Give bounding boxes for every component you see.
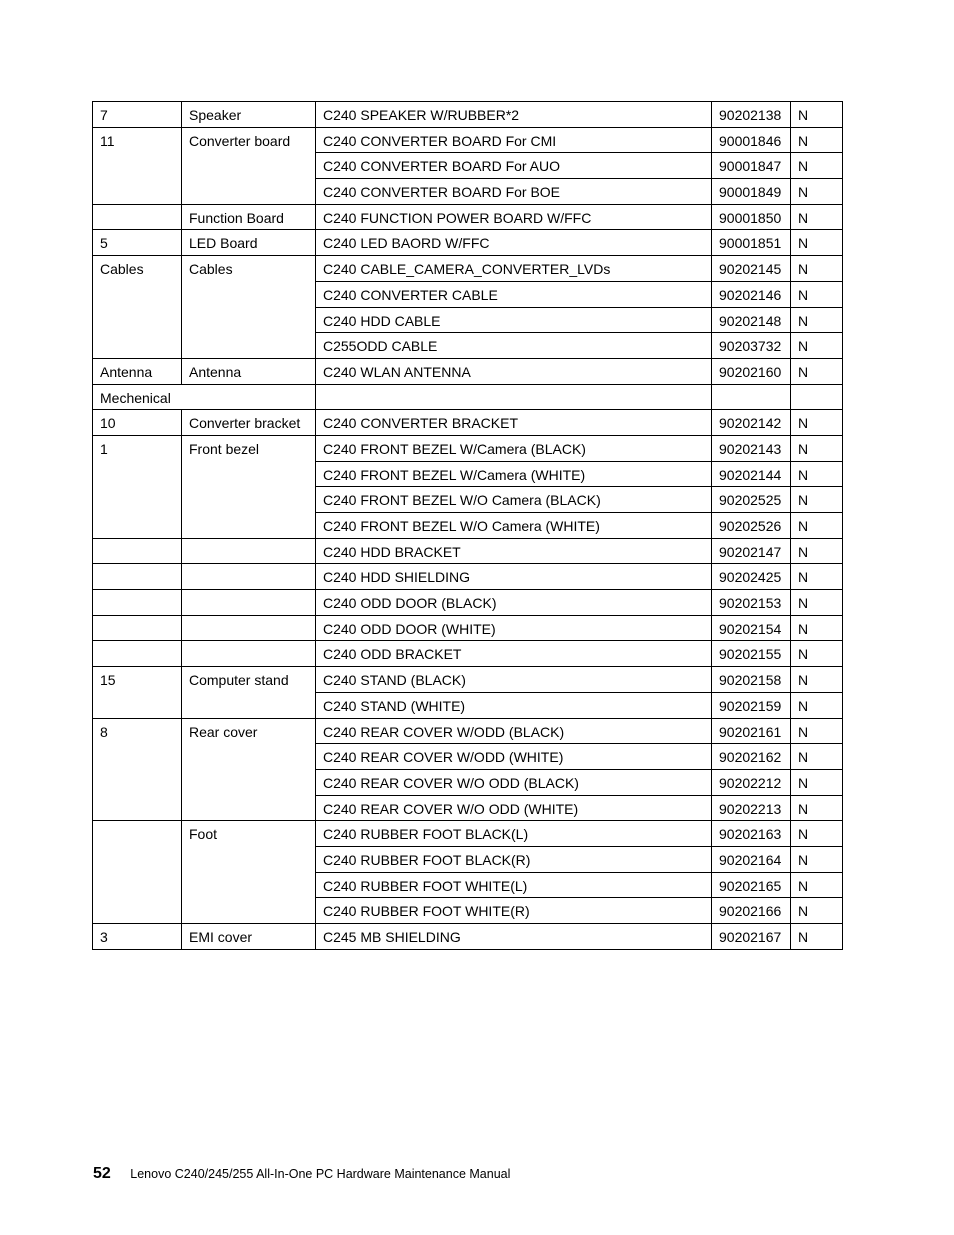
ce-cell: N (791, 590, 843, 616)
fru-name-cell: Antenna (182, 358, 316, 384)
description-cell: C240 FUNCTION POWER BOARD W/FFC (316, 204, 712, 230)
part-number-cell: 90202153 (712, 590, 791, 616)
part-number-cell: 90202166 (712, 898, 791, 924)
ce-cell: N (791, 795, 843, 821)
ce-cell: N (791, 846, 843, 872)
fru-name-cell: Converter board (182, 127, 316, 204)
fru-name-cell: Foot (182, 821, 316, 924)
ce-cell: N (791, 924, 843, 950)
part-number-cell: 90202526 (712, 513, 791, 539)
ce-cell: N (791, 538, 843, 564)
ce-cell: N (791, 410, 843, 436)
table-row (93, 230, 843, 256)
ce-cell: N (791, 435, 843, 461)
ce-cell: N (791, 821, 843, 847)
parts-table (92, 101, 843, 950)
ce-cell: N (791, 358, 843, 384)
table-row (93, 127, 843, 153)
ce-cell: N (791, 487, 843, 513)
fru-name-cell (182, 538, 316, 564)
fru-name-cell: LED Board (182, 230, 316, 256)
table-row (93, 590, 843, 616)
ref-cell: 8 (93, 718, 182, 821)
ref-cell (93, 615, 182, 641)
fru-name-cell: EMI cover (182, 924, 316, 950)
description-cell: C240 RUBBER FOOT WHITE(R) (316, 898, 712, 924)
ref-cell (93, 821, 182, 924)
table-row (93, 718, 843, 744)
part-number-cell: 90202147 (712, 538, 791, 564)
ce-cell: N (791, 333, 843, 359)
ref-cell: 11 (93, 127, 182, 204)
ce-cell: N (791, 461, 843, 487)
fru-name-cell: Front bezel (182, 435, 316, 538)
fru-name-cell: Converter bracket (182, 410, 316, 436)
ref-cell: 5 (93, 230, 182, 256)
ref-cell: Cables (93, 256, 182, 359)
ref-cell: 3 (93, 924, 182, 950)
table-row (93, 410, 843, 436)
ce-cell: N (791, 513, 843, 539)
part-number-cell: 90202142 (712, 410, 791, 436)
fru-name-cell (182, 641, 316, 667)
description-cell: C240 RUBBER FOOT BLACK(L) (316, 821, 712, 847)
table-row (93, 538, 843, 564)
ref-cell: 1 (93, 435, 182, 538)
ce-cell: N (791, 230, 843, 256)
table-row (93, 256, 843, 282)
manual-title: Lenovo C240/245/255 All-In-One PC Hardware Maintenance Manual (130, 1167, 511, 1181)
part-number-cell: 90202145 (712, 256, 791, 282)
ce-cell: N (791, 872, 843, 898)
description-cell: C240 RUBBER FOOT BLACK(R) (316, 846, 712, 872)
ref-cell (93, 641, 182, 667)
description-cell: C240 RUBBER FOOT WHITE(L) (316, 872, 712, 898)
part-number-cell: 90202155 (712, 641, 791, 667)
part-number-cell: 90202213 (712, 795, 791, 821)
description-cell: C240 CABLE_CAMERA_CONVERTER_LVDs (316, 256, 712, 282)
description-cell: C240 FRONT BEZEL W/O Camera (BLACK) (316, 487, 712, 513)
ce-cell: N (791, 641, 843, 667)
ref-cell: 10 (93, 410, 182, 436)
ref-cell: Mechenical (93, 384, 316, 410)
ce-cell: N (791, 769, 843, 795)
fru-name-cell: Speaker (182, 102, 316, 128)
part-number-cell: 90202158 (712, 667, 791, 693)
ce-cell: N (791, 718, 843, 744)
part-number-cell: 90202165 (712, 872, 791, 898)
part-number-cell: 90202138 (712, 102, 791, 128)
part-number-cell (712, 384, 791, 410)
part-number-cell: 90202154 (712, 615, 791, 641)
fru-name-cell: Rear cover (182, 718, 316, 821)
description-cell: C240 ODD BRACKET (316, 641, 712, 667)
description-cell: C240 REAR COVER W/O ODD (WHITE) (316, 795, 712, 821)
description-cell: C240 CONVERTER BOARD For BOE (316, 179, 712, 205)
description-cell: C240 HDD CABLE (316, 307, 712, 333)
page-footer (93, 1165, 510, 1183)
part-number-cell: 90202144 (712, 461, 791, 487)
part-number-cell: 90202163 (712, 821, 791, 847)
table-row (93, 204, 843, 230)
ref-cell (93, 538, 182, 564)
description-cell: C240 HDD SHIELDING (316, 564, 712, 590)
description-cell: C240 HDD BRACKET (316, 538, 712, 564)
ref-cell: 7 (93, 102, 182, 128)
ref-cell (93, 564, 182, 590)
part-number-cell: 90202146 (712, 281, 791, 307)
ce-cell: N (791, 153, 843, 179)
ce-cell: N (791, 256, 843, 282)
part-number-cell: 90001851 (712, 230, 791, 256)
description-cell: C240 REAR COVER W/O ODD (BLACK) (316, 769, 712, 795)
description-cell: C240 FRONT BEZEL W/Camera (BLACK) (316, 435, 712, 461)
part-number-cell: 90001850 (712, 204, 791, 230)
fru-name-cell (182, 590, 316, 616)
ce-cell: N (791, 564, 843, 590)
description-cell: C240 CONVERTER BRACKET (316, 410, 712, 436)
ce-cell: N (791, 307, 843, 333)
ref-cell: Antenna (93, 358, 182, 384)
fru-name-cell: Cables (182, 256, 316, 359)
table-row (93, 564, 843, 590)
table-row (93, 924, 843, 950)
part-number-cell: 90202161 (712, 718, 791, 744)
part-number-cell: 90202159 (712, 692, 791, 718)
description-cell: C240 REAR COVER W/ODD (BLACK) (316, 718, 712, 744)
table-row (93, 384, 843, 410)
fru-name-cell: Computer stand (182, 667, 316, 718)
part-number-cell: 90001849 (712, 179, 791, 205)
ce-cell: N (791, 692, 843, 718)
ce-cell: N (791, 204, 843, 230)
part-number-cell: 90001846 (712, 127, 791, 153)
description-cell: C240 STAND (BLACK) (316, 667, 712, 693)
description-cell: C240 FRONT BEZEL W/O Camera (WHITE) (316, 513, 712, 539)
part-number-cell: 90202525 (712, 487, 791, 513)
table-row (93, 641, 843, 667)
description-cell: C240 CONVERTER CABLE (316, 281, 712, 307)
description-cell: C240 CONVERTER BOARD For AUO (316, 153, 712, 179)
table-row (93, 667, 843, 693)
ref-cell (93, 590, 182, 616)
fru-name-cell (182, 564, 316, 590)
table-row (93, 358, 843, 384)
description-cell: C240 STAND (WHITE) (316, 692, 712, 718)
table-row (93, 821, 843, 847)
fru-name-cell: Function Board (182, 204, 316, 230)
ce-cell: N (791, 281, 843, 307)
part-number-cell: 90202164 (712, 846, 791, 872)
part-number-cell: 90203732 (712, 333, 791, 359)
ce-cell: N (791, 744, 843, 770)
description-cell: C240 ODD DOOR (WHITE) (316, 615, 712, 641)
description-cell: C240 FRONT BEZEL W/Camera (WHITE) (316, 461, 712, 487)
description-cell: C240 CONVERTER BOARD For CMI (316, 127, 712, 153)
part-number-cell: 90202425 (712, 564, 791, 590)
description-cell: C255ODD CABLE (316, 333, 712, 359)
ce-cell: N (791, 179, 843, 205)
table-row (93, 615, 843, 641)
table-row (93, 102, 843, 128)
page-number: 52 (93, 1165, 111, 1182)
description-cell: C240 SPEAKER W/RUBBER*2 (316, 102, 712, 128)
ref-cell: 15 (93, 667, 182, 718)
part-number-cell: 90202162 (712, 744, 791, 770)
description-cell: C240 REAR COVER W/ODD (WHITE) (316, 744, 712, 770)
fru-name-cell (182, 615, 316, 641)
description-cell: C240 ODD DOOR (BLACK) (316, 590, 712, 616)
part-number-cell: 90202160 (712, 358, 791, 384)
part-number-cell: 90001847 (712, 153, 791, 179)
ce-cell (791, 384, 843, 410)
part-number-cell: 90202212 (712, 769, 791, 795)
ce-cell: N (791, 102, 843, 128)
part-number-cell: 90202148 (712, 307, 791, 333)
part-number-cell: 90202143 (712, 435, 791, 461)
ce-cell: N (791, 667, 843, 693)
description-cell (316, 384, 712, 410)
ce-cell: N (791, 127, 843, 153)
description-cell: C240 LED BAORD W/FFC (316, 230, 712, 256)
ce-cell: N (791, 615, 843, 641)
table-row (93, 435, 843, 461)
part-number-cell: 90202167 (712, 924, 791, 950)
ce-cell: N (791, 898, 843, 924)
ref-cell (93, 204, 182, 230)
description-cell: C245 MB SHIELDING (316, 924, 712, 950)
description-cell: C240 WLAN ANTENNA (316, 358, 712, 384)
